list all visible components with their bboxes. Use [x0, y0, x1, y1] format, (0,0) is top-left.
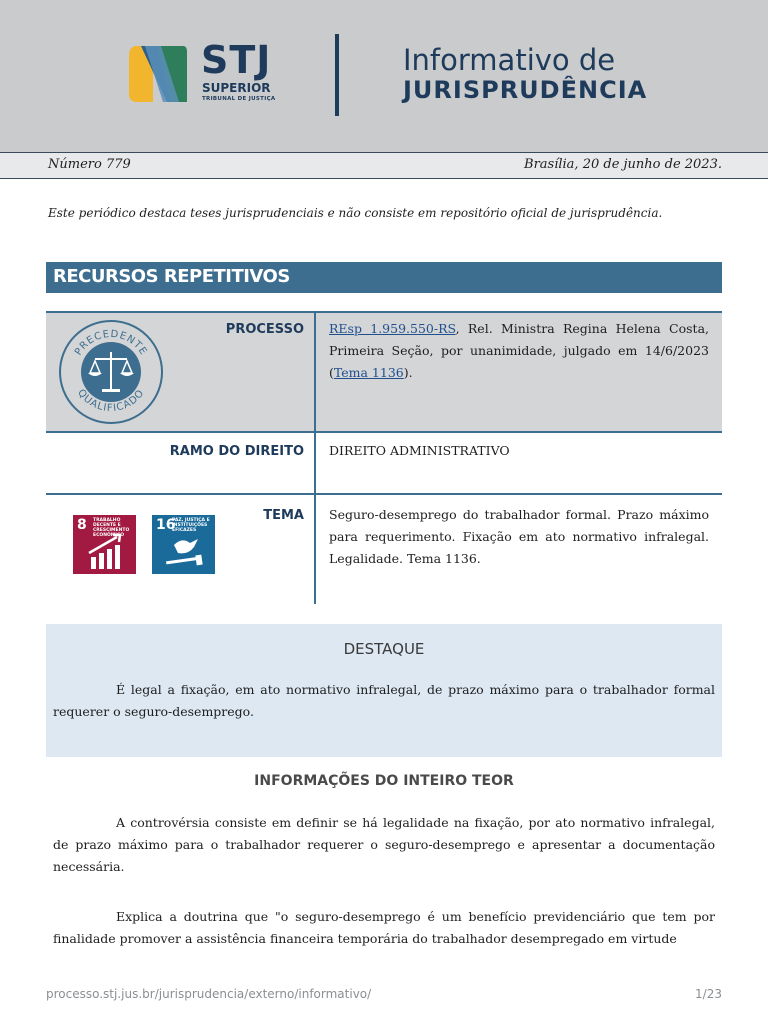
destaque-box	[46, 624, 722, 757]
footer-url[interactable]: processo.stj.jus.br/jurisprudencia/externo/informativo/	[46, 987, 372, 1001]
processo-value: REsp 1.959.550-RS, Rel. Ministra Regina Helena Costa, Primeira Seção, por unanimidade, julgado em 14/6/2023 (Tema 1136).	[329, 321, 710, 380]
destaque-title: DESTAQUE	[343, 640, 425, 658]
org-name-line2: TRIBUNAL DE JUSTIÇA	[202, 96, 276, 102]
publication-title: Informativo de	[403, 43, 616, 77]
disclaimer: Este periódico destaca teses jurisprudenciais e não consiste em repositório oficial de jurisprudência.	[48, 206, 663, 220]
table-rule	[46, 493, 722, 495]
issue-bar	[0, 152, 768, 179]
org-short-name: STJ	[201, 38, 272, 82]
org-name-line1: SUPERIOR	[202, 81, 271, 95]
paragraph: Explica a doutrina que "o seguro-desemprego é um benefício previdenciário que tem por finalidade promover a assistência financeira temporária do trabalhador desempregado em virtude	[53, 909, 715, 946]
precedente-qualificado-seal-icon	[58, 319, 164, 425]
ods-text: TRABALHO DECENTE E CRESCIMENTO ECONÔMICO	[93, 518, 130, 538]
ods-8-badge	[73, 515, 136, 574]
tema-label: TEMA	[263, 508, 304, 523]
tema-link[interactable]: Tema 1136	[333, 365, 404, 380]
publication-subtitle: JURISPRUDÊNCIA	[403, 76, 648, 104]
header-divider	[335, 34, 339, 116]
inteiro-teor-title: INFORMAÇÕES DO INTEIRO TEOR	[254, 773, 514, 789]
stj-logo-icon	[127, 44, 189, 104]
case-info-table	[46, 311, 722, 604]
ods-number: 8	[77, 517, 87, 533]
section-title: RECURSOS REPETITIVOS	[53, 266, 290, 287]
resp-link[interactable]: REsp 1.959.550-RS	[329, 321, 456, 336]
table-rule	[46, 431, 722, 433]
processo-label: PROCESSO	[225, 322, 304, 337]
paragraph: A controvérsia consiste em definir se há legalidade na fixação, por ato normativo infralegal, de prazo máximo para o trabalhador requerer o seguro-desemprego e apresentar a documentação necessária.	[53, 815, 715, 874]
issue-date: Brasília, 20 de junho de 2023.	[524, 157, 722, 172]
ramo-value: DIREITO ADMINISTRATIVO	[329, 443, 510, 458]
tema-value: Seguro-desemprego do trabalhador formal. Prazo máximo para requerimento. Fixação em ato normativo infralegal. Legalidade. Tema 1136.	[329, 507, 709, 566]
issue-number: Número 779	[48, 157, 131, 172]
seal-bottom-text: QUALIFICADO	[75, 387, 147, 415]
table-rule	[46, 311, 722, 313]
section-banner	[46, 262, 722, 293]
ods-16-badge	[152, 515, 215, 574]
table-column-divider	[314, 313, 316, 604]
destaque-text: É legal a fixação, em ato normativo infralegal, de prazo máximo para o trabalhador formal requerer o seguro-desemprego.	[53, 682, 715, 719]
page-number: 1/23	[695, 987, 722, 1001]
seal-top-text: PRECEDENTE	[73, 328, 149, 358]
ramo-label: RAMO DO DIREITO	[169, 444, 304, 459]
header	[0, 0, 768, 152]
ods-number: 16	[156, 517, 176, 533]
ods-text: PAZ, JUSTIÇA E INSTITUIÇÕES EFICAZES	[172, 518, 210, 533]
